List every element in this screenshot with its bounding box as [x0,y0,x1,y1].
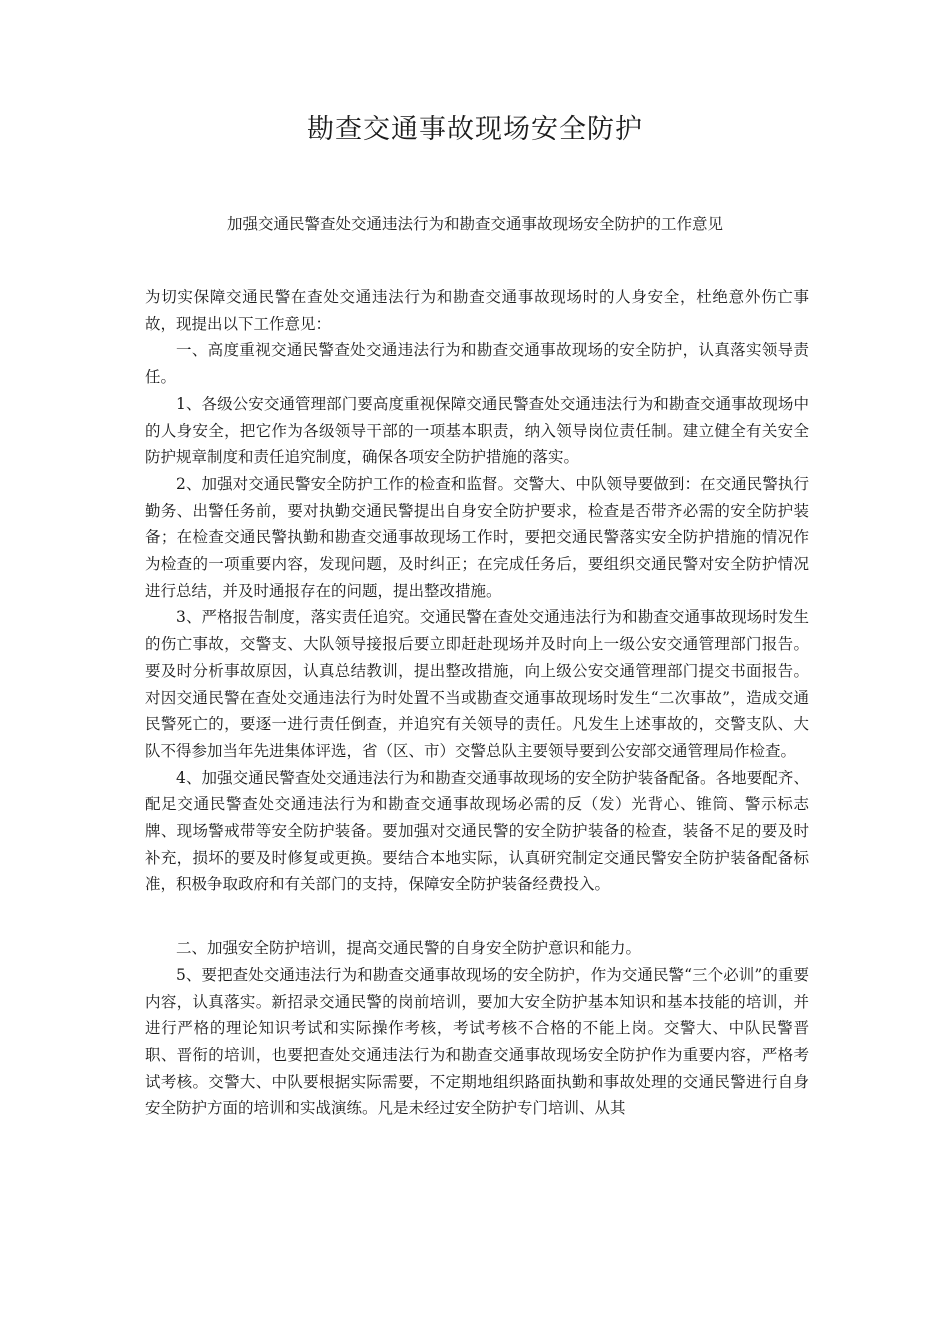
document-title: 勘查交通事故现场安全防护 [307,114,643,145]
section-1-item-1: 1、各级公安交通管理部门要高度重视保障交通民警查处交通违法行为和勘查交通事故现场中的人身安全，把它作为各级领导干部的一项基本职责，纳入领导岗位责任制。建立健全有关安全防护规章制度和责任追究制度，确保各项安全防护措施的落实。 [145,394,809,467]
document-subtitle: 加强交通民警查处交通违法行为和勘查交通事故现场安全防护的工作意见 [226,215,723,233]
document-body [145,284,809,1122]
intro-paragraph: 为切实保障交通民警在查处交通违法行为和勘查交通事故现场时的人身安全，杜绝意外伤亡事故，现提出以下工作意见： [145,288,809,333]
section-2-item-5: 5、要把查处交通违法行为和勘查交通事故现场的安全防护，作为交通民警“三个必训”的重要内容，认真落实。新招录交通民警的岗前培训，要加大安全防护基本知识和基本技能的培训，并进行严格的理论知识考试和实际操作考核，考试考核不合格的不能上岗。交警大、中队民警晋职、晋衔的培训，也要把查处交通违法行为和勘查交通事故现场安全防护作为重要内容，严格考试考核。交警大、中队要根据实际需要，不定期地组织路面执勤和事故处理的交通民警进行自身安全防护方面的培训和实战演练。凡是未经过安全防护专门培训、从其 [145,965,809,1118]
section-1-item-3: 3、严格报告制度，落实责任追究。交通民警在查处交通违法行为和勘查交通事故现场时发生的伤亡事故，交警支、大队领导接报后要立即赶赴现场并及时向上一级公安交通管理部门报告。要及时分析事故原因，认真总结教训，提出整改措施，向上级公安交通管理部门提交书面报告。对因交通民警在查处交通违法行为时处置不当或勘查交通事故现场时发生“二次事故”，造成交通民警死亡的，要逐一进行责任倒查，并追究有关领导的责任。凡发生上述事故的，交警支队、大队不得参加当年先进集体评选，省（区、市）交警总队主要领导要到公安部交通管理局作检查。 [145,608,809,760]
section-2-heading: 二、加强安全防护培训，提高交通民警的自身安全防护意识和能力。 [176,939,642,958]
section-1-heading: 一、高度重视交通民警查处交通违法行为和勘查交通事故现场的安全防护，认真落实领导责任。 [145,341,809,387]
section-1-item-4: 4、加强交通民警查处交通违法行为和勘查交通事故现场的安全防护装备配备。各地要配齐、配足交通民警查处交通违法行为和勘查交通事故现场必需的反（发）光背心、锥筒、警示标志牌、现场警戒带等安全防护装备。要加强对交通民警的安全防护装备的检查，装备不足的要及时补充，损坏的要及时修复或更换。要结合本地实际，认真研究制定交通民警安全防护装备配备标准，积极争取政府和有关部门的支持，保障安全防护装备经费投入。 [145,768,809,894]
section-1-item-2: 2、加强对交通民警安全防护工作的检查和监督。交警大、中队领导要做到：在交通民警执行勤务、出警任务前，要对执勤交通民警提出自身安全防护要求，检查是否带齐必需的安全防护装备；在检查交通民警执勤和勘查交通事故现场工作时，要把交通民警落实安全防护措施的情况作为检查的一项重要内容，发现问题，及时纠正；在完成任务后，要组织交通民警对安全防护情况进行总结，并及时通报存在的问题，提出整改措施。 [145,474,809,600]
section-spacer [145,898,809,935]
